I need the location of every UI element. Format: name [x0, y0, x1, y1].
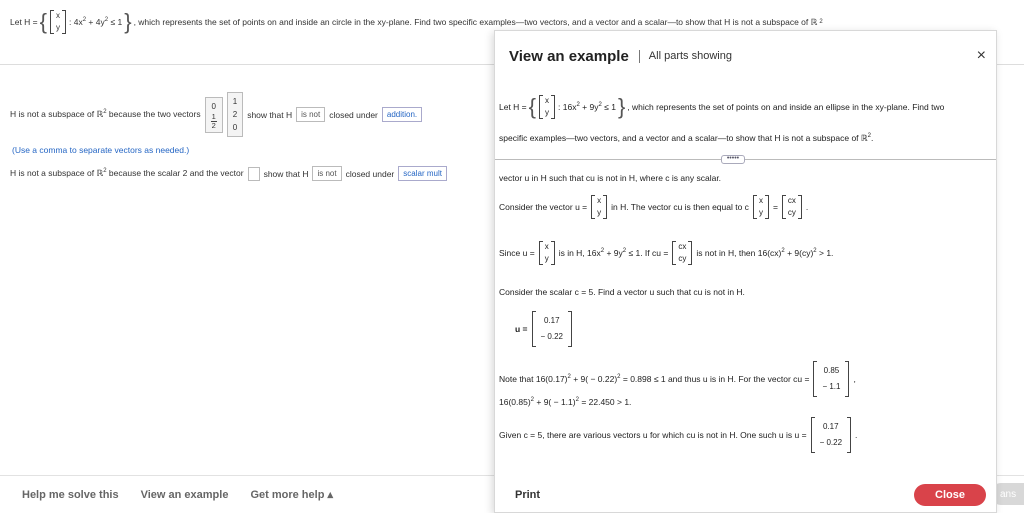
- close-button[interactable]: Close: [914, 484, 986, 506]
- question-sup: 2: [819, 19, 823, 25]
- step-5-vector-u: 0.17 − 0.22: [532, 311, 572, 347]
- prompt-divider: [495, 159, 996, 160]
- row1-show: show that H: [247, 109, 293, 120]
- prompt-vector: [539, 95, 555, 119]
- prompt-line-1: [499, 87, 992, 127]
- step-6-vector-cu: 0.85 − 1.1: [813, 361, 849, 397]
- step-6-end: ,: [853, 374, 856, 384]
- vector2-mid: 2: [232, 110, 238, 119]
- step-8-text: Given c = 5, there are various vectors u for which cu is not in H. One such u is u =: [499, 430, 807, 440]
- step-2-end: .: [805, 202, 809, 212]
- step-2-vector-u: x y: [591, 195, 607, 219]
- question-rest: , which represents the set of points on and inside an circle in the xy-plane. Find two specific examples—two vectors, and a vector and a scalar—to show that H is not a subspace of ℝ: [133, 16, 818, 27]
- vec-y: y: [56, 23, 61, 32]
- prompt-let-h: Let H =: [499, 102, 527, 112]
- vec-x: x: [56, 11, 61, 20]
- row2-show: show that H: [263, 168, 309, 179]
- fraction-num: 1: [211, 111, 216, 121]
- step-2: [499, 195, 808, 219]
- hint-text: (Use a comma to separate vectors as needed.): [12, 145, 190, 155]
- step-4: [499, 287, 745, 297]
- vector2-top: 1: [232, 97, 238, 106]
- step-8-vector-u: 0.17 − 0.22: [811, 417, 851, 453]
- help-me-solve-button[interactable]: Help me solve this: [22, 488, 119, 501]
- vector-answer-box[interactable]: [248, 167, 260, 181]
- step-7-text: $16(0.85)^2 + 9( - 1.1)^2 = 22.450 > 1$.: [499, 397, 632, 407]
- dialog-subtitle: All parts showing: [648, 50, 732, 62]
- vector1-fraction: [211, 113, 217, 130]
- step-4-text: Consider the scalar c = 5. Find a vector u such that cu is not in H.: [499, 287, 745, 297]
- step-2-vector-xy: x y: [753, 195, 769, 219]
- vec-y: y: [545, 108, 550, 117]
- step-2-eq: =: [772, 202, 778, 212]
- step-3-conclusion: is not in H, then 16(cx)$^2$ + 9(cy)$^2$ > 1.: [696, 248, 834, 258]
- view-example-button[interactable]: View an example: [140, 488, 229, 501]
- step-1: [499, 173, 721, 183]
- vector2-bot: 0: [232, 123, 238, 132]
- vec-x: x: [545, 96, 550, 105]
- vector1-top: 0: [211, 101, 216, 111]
- step-8: [499, 417, 857, 453]
- step-2-b: in H. The vector cu is then equal to c: [611, 202, 749, 212]
- row2-closed-under: closed under: [345, 168, 395, 179]
- close-icon[interactable]: ×: [976, 47, 986, 64]
- step-3: [499, 241, 833, 265]
- step-3-a: Since u =: [499, 248, 535, 258]
- row1-is-not-dropdown[interactable]: is not: [296, 107, 325, 122]
- step-7: [499, 397, 631, 407]
- row1-closed-under: closed under: [329, 109, 378, 120]
- prompt-line-2: specific examples—two vectors, and a vector and a scalar—to show that H is not a subspace of ℝ$^2$.: [499, 133, 874, 143]
- row2-prefix: H is not a subspace of ℝ$^2$ because the scalar 2 and the vector: [10, 168, 244, 178]
- step-6-text: Note that $16(0.17)^2 + 9( - 0.22)^2 = 0.898 \le 1$ and thus u is in H. For the vector cu =: [499, 374, 810, 384]
- step-8-end: .: [855, 430, 858, 440]
- step-6: [499, 361, 856, 397]
- prompt-condition: : $16x^2 + 9y^2 \le 1$: [558, 102, 616, 112]
- step-5-a: u =: [515, 324, 528, 334]
- example-steps: [499, 165, 992, 476]
- answer-row-addition: [10, 92, 422, 137]
- row1-prefix: H is not a subspace of ℝ$^2$ because the two vectors: [10, 109, 201, 119]
- question-let-h: Let H =: [10, 17, 38, 27]
- step-2-a: Consider the vector u =: [499, 202, 588, 212]
- dialog-title: View an example: [509, 47, 629, 65]
- step-2-vector-cu: cx cy: [782, 195, 802, 219]
- question-vector: [50, 10, 66, 34]
- header-separator: [639, 50, 640, 63]
- print-button[interactable]: Print: [515, 489, 541, 501]
- example-prompt: [495, 87, 996, 144]
- vector1-answer[interactable]: [205, 97, 223, 133]
- row2-operation-dropdown[interactable]: scalar mult: [398, 166, 447, 181]
- prompt-rest: , which represents the set of points on and inside an ellipse in the xy-plane. Find two: [627, 102, 945, 112]
- step-3-vector-u: x y: [539, 241, 555, 265]
- question-condition: : $4x^2 + 4y^2 \le 1$: [69, 17, 123, 27]
- check-answer-button[interactable]: ans: [990, 483, 1024, 505]
- row2-is-not-dropdown[interactable]: is not: [312, 166, 341, 181]
- dialog-footer: [495, 478, 996, 512]
- dialog-header: [495, 31, 996, 81]
- expand-dots-button[interactable]: •••••: [721, 155, 745, 164]
- step-1-text: vector u in H such that cu is not in H, where c is any scalar.: [499, 173, 722, 183]
- left-brace: {: [39, 9, 48, 34]
- step-3-vector-cu: cx cy: [672, 241, 692, 265]
- right-brace: }: [124, 9, 132, 34]
- step-5: [515, 311, 573, 347]
- left-brace: {: [528, 94, 537, 119]
- row1-operation-dropdown[interactable]: addition.: [382, 107, 422, 122]
- fraction-den: 2: [211, 120, 216, 130]
- right-brace: }: [617, 94, 626, 119]
- vector2-answer[interactable]: [227, 92, 243, 137]
- view-example-dialog: [494, 30, 997, 513]
- get-more-help-button[interactable]: Get more help ▴: [250, 489, 333, 501]
- step-3-ineq: is in H, $16x^2 + 9y^2 \le 1$. If cu =: [558, 248, 669, 258]
- answer-row-scalar: [10, 166, 447, 181]
